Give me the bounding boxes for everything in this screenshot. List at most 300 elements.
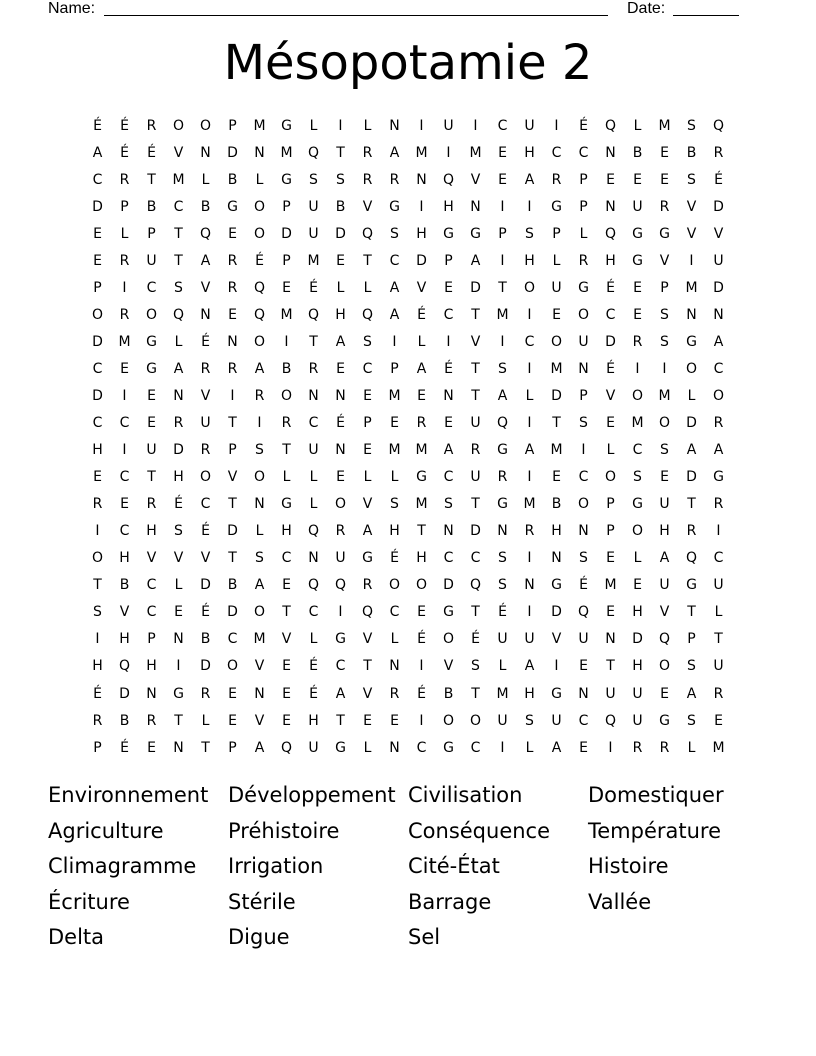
grid-letter[interactable]: R (119, 306, 130, 323)
grid-letter[interactable]: Q (604, 225, 617, 242)
grid-letter[interactable]: Q (307, 306, 320, 323)
grid-letter[interactable]: S (660, 333, 669, 350)
grid-letter[interactable]: É (174, 496, 183, 513)
grid-letter[interactable]: D (227, 144, 238, 161)
grid-letter[interactable]: I (284, 333, 289, 350)
grid-letter[interactable]: G (497, 442, 508, 459)
grid-letter[interactable]: S (471, 658, 480, 675)
grid-letter[interactable]: U (470, 415, 481, 432)
grid-letter[interactable]: G (578, 279, 589, 296)
grid-letter[interactable]: N (605, 198, 616, 215)
grid-letter[interactable]: E (606, 604, 615, 621)
grid-letter[interactable]: E (228, 306, 237, 323)
grid-letter[interactable]: H (524, 144, 535, 161)
grid-letter[interactable]: L (417, 333, 426, 350)
grid-letter[interactable]: P (660, 279, 669, 296)
grid-letter[interactable]: E (552, 306, 561, 323)
grid-letter[interactable]: O (577, 496, 590, 513)
grid-letter[interactable]: R (362, 144, 373, 161)
grid-letter[interactable]: I (446, 144, 451, 161)
grid-letter[interactable]: I (500, 198, 505, 215)
grid-letter[interactable]: V (200, 387, 211, 404)
grid-letter[interactable]: É (444, 360, 453, 377)
grid-letter[interactable]: G (632, 252, 643, 269)
grid-letter[interactable]: D (200, 658, 211, 675)
grid-letter[interactable]: G (146, 333, 157, 350)
grid-letter[interactable]: U (308, 225, 319, 242)
grid-letter[interactable]: R (578, 252, 589, 269)
grid-letter[interactable]: T (147, 171, 156, 188)
grid-letter[interactable]: H (173, 469, 184, 486)
grid-letter[interactable]: D (92, 387, 103, 404)
grid-letter[interactable]: S (498, 550, 507, 567)
grid-letter[interactable]: G (173, 685, 184, 702)
grid-letter[interactable]: N (713, 306, 724, 323)
grid-letter[interactable]: O (253, 333, 266, 350)
grid-letter[interactable]: P (147, 225, 156, 242)
grid-letter[interactable]: B (281, 360, 292, 377)
grid-letter[interactable]: T (228, 496, 237, 513)
grid-letter[interactable]: O (253, 225, 266, 242)
grid-letter[interactable]: L (687, 387, 696, 404)
grid-letter[interactable]: I (527, 415, 532, 432)
grid-letter[interactable]: T (687, 496, 696, 513)
grid-letter[interactable]: O (226, 658, 239, 675)
grid-letter[interactable]: A (389, 144, 400, 161)
grid-letter[interactable]: E (417, 604, 426, 621)
grid-letter[interactable]: O (658, 658, 671, 675)
grid-letter[interactable]: T (93, 577, 102, 594)
grid-letter[interactable]: M (118, 333, 131, 350)
grid-letter[interactable]: T (471, 306, 480, 323)
grid-letter[interactable]: D (173, 442, 184, 459)
grid-letter[interactable]: G (659, 712, 670, 729)
grid-letter[interactable]: Q (118, 658, 131, 675)
grid-letter[interactable]: I (527, 469, 532, 486)
grid-letter[interactable]: N (578, 685, 589, 702)
grid-letter[interactable]: T (471, 360, 480, 377)
grid-letter[interactable]: L (309, 469, 318, 486)
grid-letter[interactable]: E (228, 225, 237, 242)
grid-letter[interactable]: M (496, 306, 509, 323)
grid-letter[interactable]: E (660, 469, 669, 486)
grid-letter[interactable]: L (363, 279, 372, 296)
grid-letter[interactable]: R (686, 523, 697, 540)
grid-letter[interactable]: M (550, 360, 563, 377)
grid-letter[interactable]: M (253, 117, 266, 134)
grid-letter[interactable]: E (552, 469, 561, 486)
grid-letter[interactable]: L (390, 631, 399, 648)
grid-letter[interactable]: Q (307, 523, 320, 540)
grid-letter[interactable]: S (660, 306, 669, 323)
grid-letter[interactable]: É (255, 252, 264, 269)
grid-letter[interactable]: G (281, 171, 292, 188)
grid-letter[interactable]: A (686, 442, 697, 459)
grid-letter[interactable]: D (470, 279, 481, 296)
grid-letter[interactable]: H (524, 252, 535, 269)
grid-letter[interactable]: S (174, 279, 183, 296)
grid-letter[interactable]: E (579, 658, 588, 675)
grid-letter[interactable]: S (579, 415, 588, 432)
grid-letter[interactable]: É (93, 117, 102, 134)
grid-letter[interactable]: E (498, 144, 507, 161)
grid-letter[interactable]: T (417, 523, 426, 540)
grid-letter[interactable]: Q (253, 279, 266, 296)
grid-letter[interactable]: O (712, 387, 725, 404)
grid-letter[interactable]: S (687, 658, 696, 675)
grid-letter[interactable]: T (363, 658, 372, 675)
grid-letter[interactable]: S (498, 577, 507, 594)
grid-letter[interactable]: E (633, 279, 642, 296)
grid-letter[interactable]: P (120, 198, 129, 215)
grid-letter[interactable]: D (713, 198, 724, 215)
grid-letter[interactable]: R (146, 496, 157, 513)
grid-letter[interactable]: A (389, 279, 400, 296)
grid-letter[interactable]: A (524, 658, 535, 675)
grid-letter[interactable]: G (281, 117, 292, 134)
grid-letter[interactable]: E (633, 306, 642, 323)
grid-letter[interactable]: C (146, 604, 157, 621)
grid-letter[interactable]: E (714, 712, 723, 729)
grid-letter[interactable]: L (201, 171, 210, 188)
grid-letter[interactable]: A (524, 442, 535, 459)
grid-letter[interactable]: A (173, 360, 184, 377)
grid-letter[interactable]: N (497, 523, 508, 540)
grid-letter[interactable]: D (551, 604, 562, 621)
grid-letter[interactable]: U (443, 117, 454, 134)
grid-letter[interactable]: T (471, 387, 480, 404)
grid-letter[interactable]: C (470, 739, 481, 756)
grid-letter[interactable]: N (524, 577, 535, 594)
grid-letter[interactable]: T (174, 252, 183, 269)
grid-letter[interactable]: I (608, 739, 613, 756)
grid-letter[interactable]: Q (496, 415, 509, 432)
grid-letter[interactable]: T (336, 712, 345, 729)
grid-letter[interactable]: L (174, 333, 183, 350)
grid-letter[interactable]: D (470, 523, 481, 540)
grid-letter[interactable]: G (335, 631, 346, 648)
grid-letter[interactable]: O (631, 523, 644, 540)
grid-letter[interactable]: A (470, 252, 481, 269)
grid-letter[interactable]: H (632, 658, 643, 675)
grid-letter[interactable]: N (443, 387, 454, 404)
grid-letter[interactable]: C (497, 117, 508, 134)
grid-letter[interactable]: O (334, 496, 347, 513)
grid-letter[interactable]: V (362, 198, 373, 215)
grid-letter[interactable]: P (228, 739, 237, 756)
grid-letter[interactable]: E (633, 577, 642, 594)
grid-letter[interactable]: R (227, 360, 238, 377)
grid-letter[interactable]: E (444, 415, 453, 432)
grid-letter[interactable]: G (497, 496, 508, 513)
grid-letter[interactable]: A (713, 442, 724, 459)
grid-letter[interactable]: C (443, 469, 454, 486)
grid-letter[interactable]: L (633, 117, 642, 134)
grid-letter[interactable]: O (199, 469, 212, 486)
grid-letter[interactable]: T (606, 658, 615, 675)
grid-letter[interactable]: C (308, 415, 319, 432)
grid-letter[interactable]: B (146, 198, 157, 215)
grid-letter[interactable]: N (254, 685, 265, 702)
grid-letter[interactable]: U (551, 712, 562, 729)
grid-letter[interactable]: L (498, 658, 507, 675)
grid-letter[interactable]: O (631, 387, 644, 404)
grid-letter[interactable]: B (335, 198, 346, 215)
grid-letter[interactable]: L (309, 496, 318, 513)
grid-letter[interactable]: Q (253, 306, 266, 323)
grid-letter[interactable]: U (335, 550, 346, 567)
grid-letter[interactable]: I (122, 442, 127, 459)
grid-letter[interactable]: R (146, 117, 157, 134)
grid-letter[interactable]: S (444, 496, 453, 513)
grid-letter[interactable]: N (551, 550, 562, 567)
grid-letter[interactable]: L (525, 387, 534, 404)
grid-letter[interactable]: I (230, 387, 235, 404)
grid-letter[interactable]: C (119, 415, 130, 432)
grid-letter[interactable]: A (254, 577, 265, 594)
grid-letter[interactable]: C (578, 712, 589, 729)
grid-letter[interactable]: M (253, 631, 266, 648)
grid-letter[interactable]: É (120, 117, 129, 134)
grid-letter[interactable]: G (443, 739, 454, 756)
grid-letter[interactable]: N (173, 739, 184, 756)
grid-letter[interactable]: R (632, 739, 643, 756)
grid-letter[interactable]: D (227, 604, 238, 621)
grid-letter[interactable]: V (416, 279, 427, 296)
grid-letter[interactable]: U (146, 442, 157, 459)
grid-letter[interactable]: T (471, 685, 480, 702)
grid-letter[interactable]: D (551, 387, 562, 404)
grid-letter[interactable]: U (551, 279, 562, 296)
grid-letter[interactable]: M (604, 577, 617, 594)
grid-letter[interactable]: P (444, 252, 453, 269)
grid-letter[interactable]: P (579, 171, 588, 188)
grid-letter[interactable]: V (119, 604, 130, 621)
grid-letter[interactable]: S (633, 469, 642, 486)
grid-letter[interactable]: I (689, 252, 694, 269)
grid-letter[interactable]: M (280, 144, 293, 161)
grid-letter[interactable]: O (91, 550, 104, 567)
grid-letter[interactable]: Q (685, 550, 698, 567)
grid-letter[interactable]: L (363, 117, 372, 134)
grid-letter[interactable]: I (527, 198, 532, 215)
grid-letter[interactable]: É (201, 604, 210, 621)
grid-letter[interactable]: T (471, 604, 480, 621)
grid-letter[interactable]: C (551, 144, 562, 161)
grid-letter[interactable]: E (606, 550, 615, 567)
grid-letter[interactable]: O (685, 360, 698, 377)
grid-letter[interactable]: L (309, 117, 318, 134)
grid-letter[interactable]: A (254, 739, 265, 756)
grid-letter[interactable]: H (92, 442, 103, 459)
grid-letter[interactable]: A (416, 360, 427, 377)
grid-letter[interactable]: R (335, 523, 346, 540)
grid-letter[interactable]: A (713, 333, 724, 350)
grid-letter[interactable]: E (93, 252, 102, 269)
grid-letter[interactable]: Q (361, 306, 374, 323)
grid-letter[interactable]: S (93, 604, 102, 621)
grid-letter[interactable]: G (686, 333, 697, 350)
grid-letter[interactable]: M (496, 685, 509, 702)
grid-letter[interactable]: É (579, 577, 588, 594)
grid-letter[interactable]: S (255, 550, 264, 567)
grid-letter[interactable]: E (228, 685, 237, 702)
grid-letter[interactable]: T (471, 496, 480, 513)
grid-letter[interactable]: U (524, 631, 535, 648)
grid-letter[interactable]: H (119, 550, 130, 567)
grid-letter[interactable]: É (471, 631, 480, 648)
grid-letter[interactable]: M (712, 739, 725, 756)
grid-letter[interactable]: R (551, 171, 562, 188)
grid-letter[interactable]: C (389, 252, 400, 269)
grid-letter[interactable]: G (470, 225, 481, 242)
grid-letter[interactable]: T (174, 225, 183, 242)
grid-letter[interactable]: R (92, 496, 103, 513)
grid-letter[interactable]: V (659, 604, 670, 621)
grid-letter[interactable]: R (281, 415, 292, 432)
grid-letter[interactable]: N (308, 387, 319, 404)
grid-letter[interactable]: C (200, 496, 211, 513)
grid-letter[interactable]: U (497, 712, 508, 729)
grid-letter[interactable]: E (336, 469, 345, 486)
grid-letter[interactable]: R (308, 360, 319, 377)
grid-letter[interactable]: U (713, 577, 724, 594)
grid-letter[interactable]: M (658, 387, 671, 404)
grid-letter[interactable]: R (146, 712, 157, 729)
grid-letter[interactable]: G (443, 604, 454, 621)
grid-letter[interactable]: E (93, 225, 102, 242)
grid-letter[interactable]: L (255, 171, 264, 188)
grid-letter[interactable]: L (363, 469, 372, 486)
grid-letter[interactable]: A (254, 360, 265, 377)
grid-letter[interactable]: Q (280, 739, 293, 756)
grid-letter[interactable]: C (119, 469, 130, 486)
grid-letter[interactable]: É (309, 685, 318, 702)
grid-letter[interactable]: N (578, 523, 589, 540)
grid-letter[interactable]: N (254, 144, 265, 161)
grid-letter[interactable]: C (173, 198, 184, 215)
grid-letter[interactable]: É (201, 333, 210, 350)
grid-letter[interactable]: U (632, 712, 643, 729)
grid-letter[interactable]: V (686, 198, 697, 215)
grid-letter[interactable]: É (417, 306, 426, 323)
grid-letter[interactable]: V (470, 333, 481, 350)
grid-letter[interactable]: C (281, 550, 292, 567)
grid-letter[interactable]: S (687, 171, 696, 188)
grid-letter[interactable]: O (604, 469, 617, 486)
grid-letter[interactable]: V (254, 712, 265, 729)
grid-letter[interactable]: D (686, 415, 697, 432)
grid-letter[interactable]: C (362, 360, 373, 377)
grid-letter[interactable]: C (119, 523, 130, 540)
grid-letter[interactable]: R (659, 739, 670, 756)
grid-letter[interactable]: R (362, 171, 373, 188)
grid-letter[interactable]: P (228, 117, 237, 134)
grid-letter[interactable]: D (713, 279, 724, 296)
grid-letter[interactable]: V (146, 550, 157, 567)
grid-letter[interactable]: P (282, 252, 291, 269)
grid-letter[interactable]: E (174, 604, 183, 621)
grid-letter[interactable]: R (362, 577, 373, 594)
grid-letter[interactable]: A (686, 685, 697, 702)
grid-letter[interactable]: Q (442, 171, 455, 188)
grid-letter[interactable]: I (338, 117, 343, 134)
grid-letter[interactable]: O (145, 306, 158, 323)
grid-letter[interactable]: I (419, 117, 424, 134)
grid-letter[interactable]: V (173, 550, 184, 567)
grid-letter[interactable]: O (469, 712, 482, 729)
grid-letter[interactable]: B (200, 631, 211, 648)
grid-letter[interactable]: Q (604, 117, 617, 134)
grid-letter[interactable]: T (282, 442, 291, 459)
grid-letter[interactable]: V (659, 252, 670, 269)
grid-letter[interactable]: R (92, 712, 103, 729)
grid-letter[interactable]: E (282, 658, 291, 675)
grid-letter[interactable]: U (146, 252, 157, 269)
grid-letter[interactable]: U (578, 631, 589, 648)
grid-letter[interactable]: L (606, 442, 615, 459)
grid-letter[interactable]: C (470, 550, 481, 567)
grid-letter[interactable]: H (443, 198, 454, 215)
grid-letter[interactable]: L (336, 279, 345, 296)
grid-letter[interactable]: D (200, 577, 211, 594)
grid-letter[interactable]: L (552, 252, 561, 269)
grid-letter[interactable]: C (92, 415, 103, 432)
grid-letter[interactable]: T (174, 712, 183, 729)
grid-letter[interactable]: D (92, 198, 103, 215)
grid-letter[interactable]: I (122, 279, 127, 296)
grid-letter[interactable]: B (227, 171, 238, 188)
grid-letter[interactable]: H (281, 523, 292, 540)
grid-letter[interactable]: S (525, 712, 534, 729)
grid-letter[interactable]: A (659, 550, 670, 567)
grid-letter[interactable]: H (92, 658, 103, 675)
grid-letter[interactable]: E (282, 685, 291, 702)
grid-letter[interactable]: N (470, 198, 481, 215)
grid-letter[interactable]: D (335, 225, 346, 242)
grid-letter[interactable]: I (662, 360, 667, 377)
grid-letter[interactable]: E (363, 712, 372, 729)
grid-letter[interactable]: R (254, 387, 265, 404)
grid-letter[interactable]: E (282, 279, 291, 296)
grid-letter[interactable]: A (443, 442, 454, 459)
grid-letter[interactable]: G (632, 496, 643, 513)
grid-letter[interactable]: N (335, 387, 346, 404)
grid-letter[interactable]: N (335, 442, 346, 459)
grid-letter[interactable]: M (523, 496, 536, 513)
grid-letter[interactable]: E (660, 171, 669, 188)
grid-letter[interactable]: E (660, 685, 669, 702)
grid-letter[interactable]: R (119, 171, 130, 188)
grid-letter[interactable]: E (579, 739, 588, 756)
grid-letter[interactable]: U (713, 658, 724, 675)
grid-letter[interactable]: S (687, 712, 696, 729)
grid-letter[interactable]: G (362, 550, 373, 567)
grid-letter[interactable]: R (713, 144, 724, 161)
grid-letter[interactable]: A (551, 739, 562, 756)
grid-letter[interactable]: G (713, 469, 724, 486)
grid-letter[interactable]: N (605, 631, 616, 648)
grid-letter[interactable]: R (713, 415, 724, 432)
grid-letter[interactable]: V (470, 171, 481, 188)
grid-letter[interactable]: U (200, 415, 211, 432)
grid-letter[interactable]: N (308, 550, 319, 567)
grid-letter[interactable]: L (714, 604, 723, 621)
grid-letter[interactable]: M (469, 144, 482, 161)
grid-letter[interactable]: Q (577, 604, 590, 621)
grid-letter[interactable]: U (713, 252, 724, 269)
grid-letter[interactable]: D (92, 333, 103, 350)
